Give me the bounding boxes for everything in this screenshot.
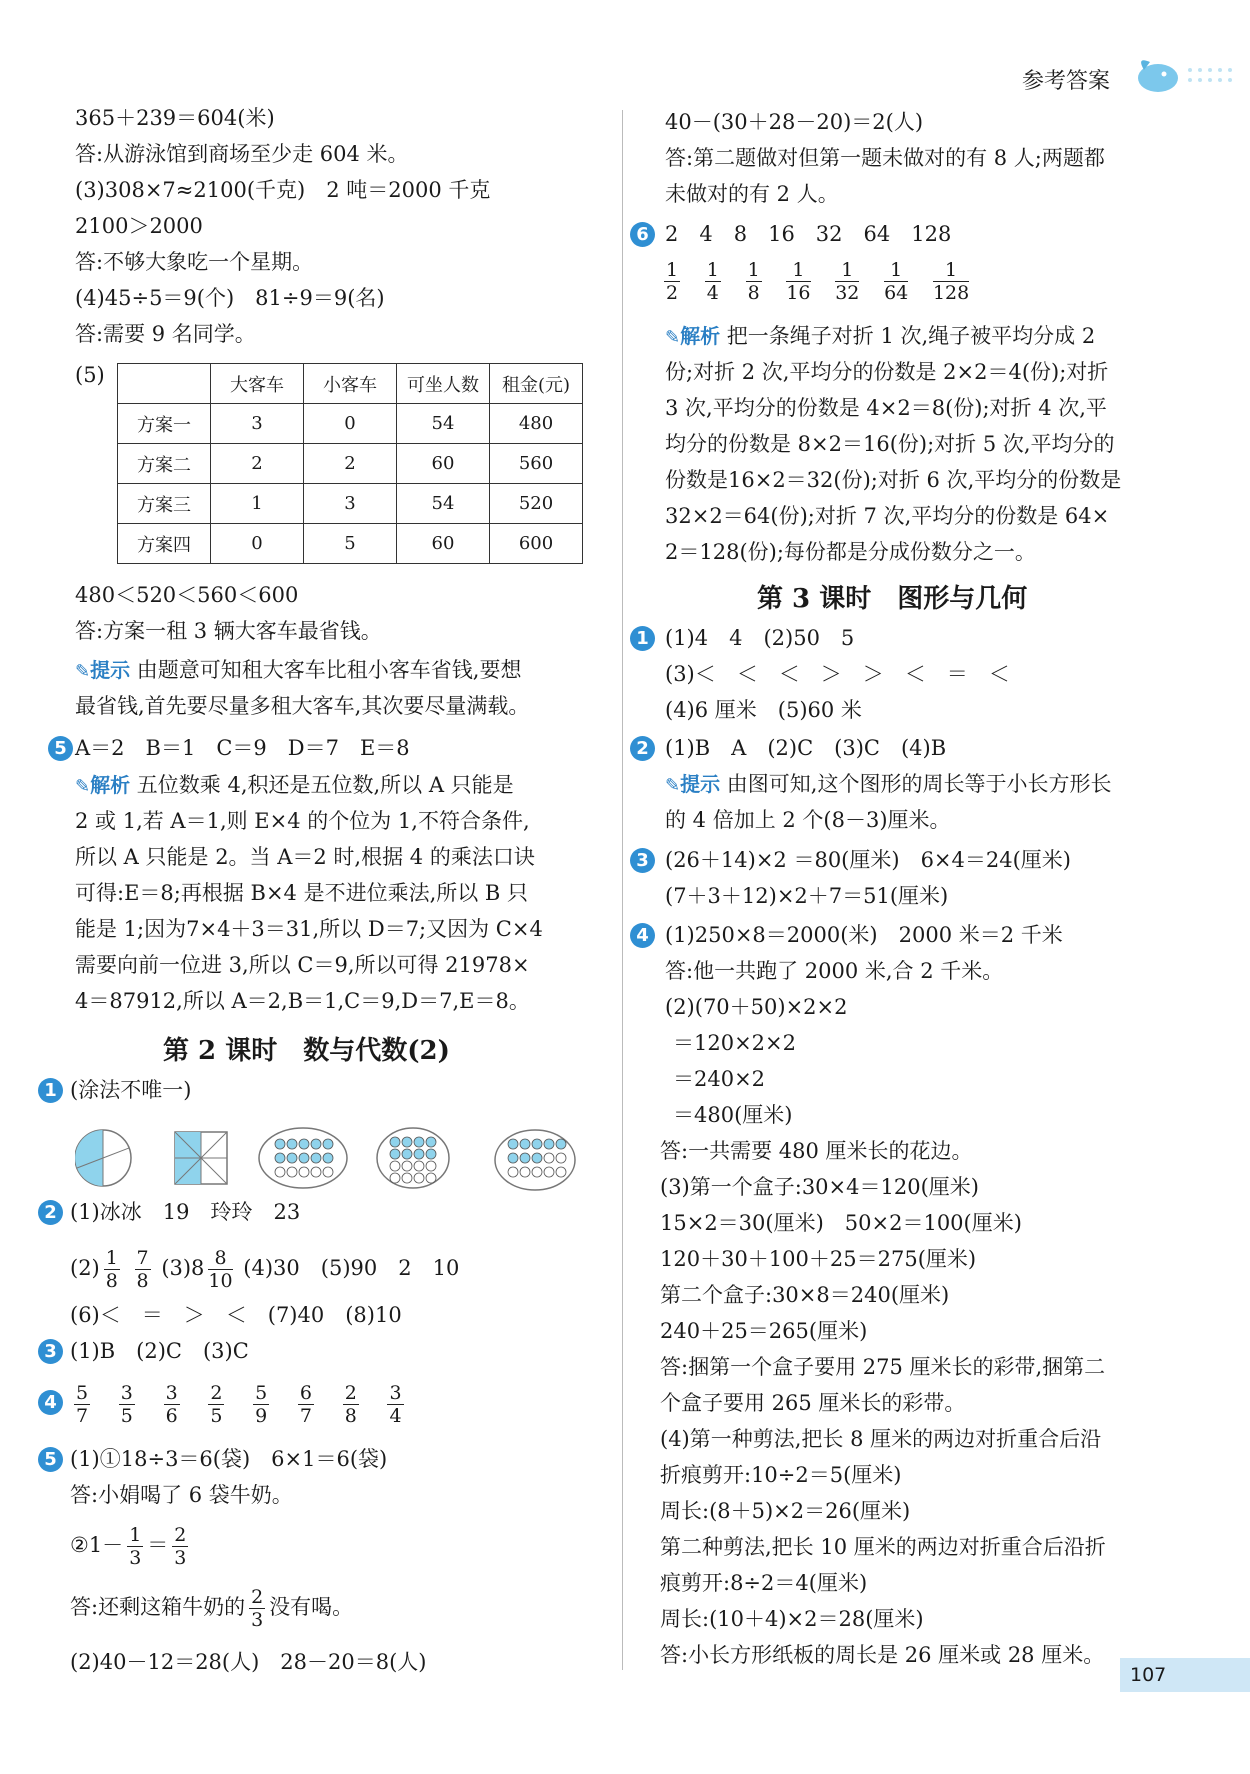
text-line: (2)40－12＝28(人) 28－20＝8(人): [70, 1650, 427, 1674]
table-cell: 480: [490, 404, 583, 444]
numerator: 1: [747, 259, 760, 281]
numerator: 1: [933, 259, 969, 282]
text-line: (1)①18÷3＝6(袋) 6×1＝6(袋): [70, 1447, 388, 1471]
text-line: 答:从游泳馆到商场至少走 604 米。: [75, 142, 409, 166]
table-cell: 560: [490, 444, 583, 484]
denominator: 10: [208, 1270, 233, 1292]
table-cell: 0: [211, 524, 304, 564]
table-header-cell: 大客车: [211, 364, 304, 404]
text-line: (6)＜ ＝ ＞ ＜ (7)40 (8)10: [70, 1303, 402, 1327]
dots-oval-figure-3-icon: [495, 1130, 575, 1190]
fraction: [835, 259, 859, 304]
pencil-icon: ✎: [665, 327, 681, 348]
numerator: 1: [884, 259, 908, 282]
tip-text: 由图可知,这个图形的周长等于小长方形长: [726, 772, 1112, 796]
text-line: 最省钱,首先要尽量多租大客车,其次要尽量满载。: [75, 694, 530, 718]
numerator: 1: [706, 259, 719, 281]
table-label: (5): [75, 363, 105, 387]
numerator: 5: [255, 1382, 268, 1404]
text-line: (涂法不唯一): [70, 1078, 192, 1102]
numerator: 3: [389, 1382, 402, 1404]
text-line: 可得:E＝8;再根据 B×4 是不进位乘法,所以 B 只: [75, 881, 529, 905]
denominator: 8: [747, 282, 760, 304]
numerator: 1: [786, 259, 810, 282]
denominator: 8: [344, 1405, 357, 1427]
fraction: [249, 1586, 265, 1631]
table-header-row: [118, 364, 583, 404]
text-line: 周长:(8＋5)×2＝26(厘米): [660, 1499, 911, 1523]
numerator: 6: [299, 1382, 312, 1404]
text-line: (2)(70＋50)×2×2: [665, 995, 848, 1019]
table-cell: 3: [304, 484, 397, 524]
text-line: 需要向前一位进 3,所以 C＝9,所以可得 21978×: [75, 953, 530, 977]
column-divider: [622, 110, 623, 1670]
fraction-line: [70, 1245, 459, 1292]
text-line: 份;对折 2 次,平均分的份数是 2×2＝4(份);对折: [665, 360, 1109, 384]
question-number-badge: 4: [630, 923, 655, 948]
text-line: 答:捆第一个盒子要用 275 厘米长的彩带,捆第二: [660, 1355, 1106, 1379]
fraction: [343, 1382, 359, 1427]
table-cell: 600: [490, 524, 583, 564]
analysis-line: [665, 321, 1095, 353]
text-line: 未做对的有 2 人。: [665, 182, 839, 206]
table-cell: 60: [397, 444, 490, 484]
text-line: 所以 A 只能是 2。当 A＝2 时,根据 4 的乘法口诀: [75, 845, 535, 869]
text-line: 答:方案一租 3 辆大客车最省钱。: [75, 619, 382, 643]
page-number: 107: [1120, 1658, 1250, 1692]
text-line: 答:小长方形纸板的周长是 26 厘米或 28 厘米。: [660, 1643, 1105, 1667]
question-number-badge: 3: [38, 1339, 63, 1364]
pencil-icon: ✎: [665, 775, 681, 796]
text-line: 答:第二题做对但第一题未做对的有 8 人;两题都: [665, 146, 1105, 170]
analysis-text: 五位数乘 4,积还是五位数,所以 A 只能是: [136, 773, 514, 797]
text-fragment: ＝: [147, 1533, 169, 1557]
table-cell: 5: [304, 524, 397, 564]
table-header-cell: 小客车: [304, 364, 397, 404]
denominator: 3: [251, 1609, 264, 1631]
text-line: 的 4 倍加上 2 个(8－3)厘米。: [665, 808, 951, 832]
fraction: [387, 1382, 403, 1427]
pencil-icon: ✎: [75, 776, 91, 797]
text-line: 第二个盒子:30×8＝240(厘米): [660, 1283, 950, 1307]
text-line: 答:小娟喝了 6 袋牛奶。: [70, 1483, 293, 1507]
dots-oval-figure-1-icon: [259, 1128, 347, 1188]
denominator: 4: [389, 1405, 402, 1427]
text-line: 折痕剪开:10÷2＝5(厘米): [660, 1463, 902, 1487]
denominator: 6: [165, 1405, 178, 1427]
table-cell: 方案四: [118, 524, 211, 564]
denominator: 7: [299, 1405, 312, 1427]
fraction: [127, 1524, 143, 1569]
question-number-badge: 5: [38, 1447, 63, 1472]
text-fragment: (3)8: [161, 1256, 205, 1280]
fraction: [884, 259, 908, 304]
table-row: [118, 524, 583, 564]
text-line: 3 次,平均分的份数是 4×2＝8(份);对折 4 次,平: [665, 396, 1107, 420]
pencil-icon: ✎: [75, 661, 91, 682]
text-line: (3)＜ ＜ ＜ ＞ ＞ ＜ ＝ ＜: [665, 662, 1010, 686]
denominator: 8: [136, 1270, 149, 1292]
table-cell: 0: [304, 404, 397, 444]
table-cell: 方案二: [118, 444, 211, 484]
denominator: 64: [884, 282, 909, 304]
analysis-text: 把一条绳子对折 1 次,绳子被平均分成 2: [726, 324, 1096, 348]
text-line: 480＜520＜560＜600: [75, 583, 299, 607]
question-number-badge: 6: [630, 222, 655, 247]
denominator: 3: [174, 1547, 187, 1569]
numerator: 3: [165, 1382, 178, 1404]
numerator: 8: [208, 1247, 232, 1270]
table-row: [118, 444, 583, 484]
question-number-badge: 5: [48, 736, 73, 761]
fraction: [705, 259, 721, 304]
fraction-line: [70, 1522, 192, 1569]
text-line: 120＋30＋100＋25＝275(厘米): [660, 1247, 977, 1271]
fraction: [746, 259, 762, 304]
table-cell: 54: [397, 484, 490, 524]
tip-line: [75, 655, 521, 687]
dolphin-mascot-icon: [1130, 52, 1240, 100]
analysis-line: [75, 770, 514, 802]
denominator: 9: [255, 1405, 268, 1427]
table-cell: 方案三: [118, 484, 211, 524]
denominator: 3: [129, 1547, 142, 1569]
numerator: 7: [136, 1247, 149, 1269]
text-line: (3)308×7≈2100(千克) 2 吨＝2000 千克: [75, 178, 491, 202]
fraction: [208, 1382, 224, 1427]
text-line: 2 4 8 16 32 64 128: [665, 222, 952, 246]
text-line: 答:一共需要 480 厘米长的花边。: [660, 1139, 973, 1163]
question-number-badge: 4: [38, 1390, 63, 1415]
text-line: (4)45÷5＝9(个) 81÷9＝9(名): [75, 286, 385, 310]
table-cell: 520: [490, 484, 583, 524]
denominator: 16: [786, 282, 811, 304]
section-title: 第 2 课时 数与代数(2): [163, 1036, 450, 1066]
table-row: [118, 484, 583, 524]
text-line: 2100＞2000: [75, 214, 203, 238]
numerator: 5: [76, 1382, 89, 1404]
circle-figure-icon: [75, 1130, 131, 1186]
text-line: 第二种剪法,把长 10 厘米的两边对折重合后沿折: [660, 1535, 1106, 1559]
fraction: [253, 1382, 269, 1427]
table-header-cell: [118, 364, 211, 404]
text-line: 周长:(10＋4)×2＝28(厘米): [660, 1607, 924, 1631]
fraction: [135, 1247, 151, 1292]
text-line: (1)B (2)C (3)C: [70, 1339, 249, 1363]
numerator: 1: [105, 1247, 118, 1269]
text-fragment: 没有喝。: [269, 1595, 354, 1619]
fraction-line: [70, 1380, 408, 1427]
fraction: [298, 1382, 314, 1427]
text-line: 40－(30＋28－20)＝2(人): [665, 110, 924, 134]
fraction-line: [70, 1584, 353, 1631]
numerator: 2: [174, 1524, 187, 1546]
table-cell: 3: [211, 404, 304, 444]
text-line: (7＋3＋12)×2＋7＝51(厘米): [665, 884, 949, 908]
question-number-badge: 2: [630, 736, 655, 761]
shaded-figures: [75, 1120, 585, 1200]
fraction: [74, 1382, 90, 1427]
text-line: 答:不够大象吃一个星期。: [75, 250, 314, 274]
numerator: 2: [210, 1382, 223, 1404]
text-line: (1)4 4 (2)50 5: [665, 626, 855, 650]
text-line: ＝120×2×2: [673, 1031, 796, 1055]
fraction: [208, 1247, 232, 1292]
text-line: 2 或 1,若 A＝1,则 E×4 的个位为 1,不符合条件,: [75, 809, 530, 833]
text-line: (4)第一种剪法,把长 8 厘米的两边对折重合后沿: [660, 1427, 1102, 1451]
text-line: 240＋25＝265(厘米): [660, 1319, 868, 1343]
tip-line: [665, 769, 1111, 801]
numerator: 2: [344, 1382, 357, 1404]
denominator: 2: [666, 282, 679, 304]
table-cell: 2: [304, 444, 397, 484]
text-line: 个盒子要用 265 厘米长的彩带。: [660, 1391, 966, 1415]
fraction: [172, 1524, 188, 1569]
question-number-badge: 3: [630, 848, 655, 873]
denominator: 5: [210, 1405, 223, 1427]
text-line: 份数是16×2＝32(份);对折 6 次,平均分的份数是: [665, 468, 1122, 492]
text-line: (1)250×8＝2000(米) 2000 米＝2 千米: [665, 923, 1063, 947]
question-number-badge: 1: [630, 626, 655, 651]
denominator: 32: [835, 282, 860, 304]
text-line: A＝2 B＝1 C＝9 D＝7 E＝8: [75, 736, 410, 760]
text-fragment: 答:还剩这箱牛奶的: [70, 1595, 246, 1619]
text-line: (4)6 厘米 (5)60 米: [665, 698, 862, 722]
denominator: 8: [105, 1270, 118, 1292]
numerator: 2: [251, 1586, 264, 1608]
numerator: 1: [835, 259, 859, 282]
table-row: [118, 404, 583, 444]
analysis-tag: 解析: [90, 773, 131, 797]
tip-tag: 提示: [90, 658, 131, 682]
denominator: 4: [706, 282, 719, 304]
table-header-cell: 可坐人数: [397, 364, 490, 404]
table-cell: 2: [211, 444, 304, 484]
text-fragment: ②1－: [70, 1533, 124, 1557]
header-title: 参考答案: [1022, 69, 1111, 94]
fraction-line: [660, 256, 973, 304]
text-line: 痕剪开:8÷2＝4(厘米): [660, 1571, 868, 1595]
table-cell: 60: [397, 524, 490, 564]
text-line: 均分的份数是 8×2＝16(份);对折 5 次,平均分的: [665, 432, 1115, 456]
denominator: 128: [932, 282, 970, 304]
fraction: [933, 259, 969, 304]
text-fragment: (4)30 (5)90 2 10: [243, 1256, 460, 1280]
text-line: ＝240×2: [673, 1067, 766, 1091]
text-line: 答:他一共跑了 2000 米,合 2 千米。: [665, 959, 1004, 983]
text-line: (1)冰冰 19 玲玲 23: [70, 1200, 301, 1224]
denominator: 5: [120, 1405, 133, 1427]
numerator: 1: [666, 259, 679, 281]
text-line: 365＋239＝604(米): [75, 106, 275, 130]
table-cell: 54: [397, 404, 490, 444]
rental-plan-table: [117, 363, 583, 564]
analysis-tag: 解析: [680, 324, 721, 348]
text-fragment: (2): [70, 1256, 100, 1280]
text-line: (1)B A (2)C (3)C (4)B: [665, 736, 947, 760]
text-line: 2＝128(份);每份都是分成份数分之一。: [665, 540, 1036, 564]
fraction: [119, 1382, 135, 1427]
table-cell: 1: [211, 484, 304, 524]
text-line: 4＝87912,所以 A＝2,B＝1,C＝9,D＝7,E＝8。: [75, 989, 530, 1013]
tip-text: 由题意可知租大客车比租小客车省钱,要想: [136, 658, 522, 682]
question-number-badge: 2: [38, 1200, 63, 1225]
text-line: 答:需要 9 名同学。: [75, 322, 256, 346]
text-line: 能是 1;因为7×4＋3＝31,所以 D＝7;又因为 C×4: [75, 917, 543, 941]
numerator: 1: [129, 1524, 142, 1546]
numerator: 3: [120, 1382, 133, 1404]
table-cell: 方案一: [118, 404, 211, 444]
square-figure-icon: [175, 1132, 227, 1184]
text-line: 15×2＝30(厘米) 50×2＝100(厘米): [660, 1211, 1022, 1235]
section-title: 第 3 课时 图形与几何: [757, 584, 1028, 614]
text-line: (26＋14)×2 ＝80(厘米) 6×4＝24(厘米): [665, 848, 1071, 872]
fraction: [664, 259, 680, 304]
text-line: ＝480(厘米): [673, 1103, 793, 1127]
fraction: [164, 1382, 180, 1427]
text-line: 32×2＝64(份);对折 7 次,平均分的份数是 64×: [665, 504, 1110, 528]
dots-oval-figure-2-icon: [377, 1128, 449, 1188]
question-number-badge: 1: [38, 1078, 63, 1103]
fraction: [786, 259, 810, 304]
text-line: (3)第一个盒子:30×4＝120(厘米): [660, 1175, 979, 1199]
table-header-cell: 租金(元): [490, 364, 583, 404]
fraction: [104, 1247, 120, 1292]
denominator: 7: [76, 1405, 89, 1427]
tip-tag: 提示: [680, 772, 721, 796]
